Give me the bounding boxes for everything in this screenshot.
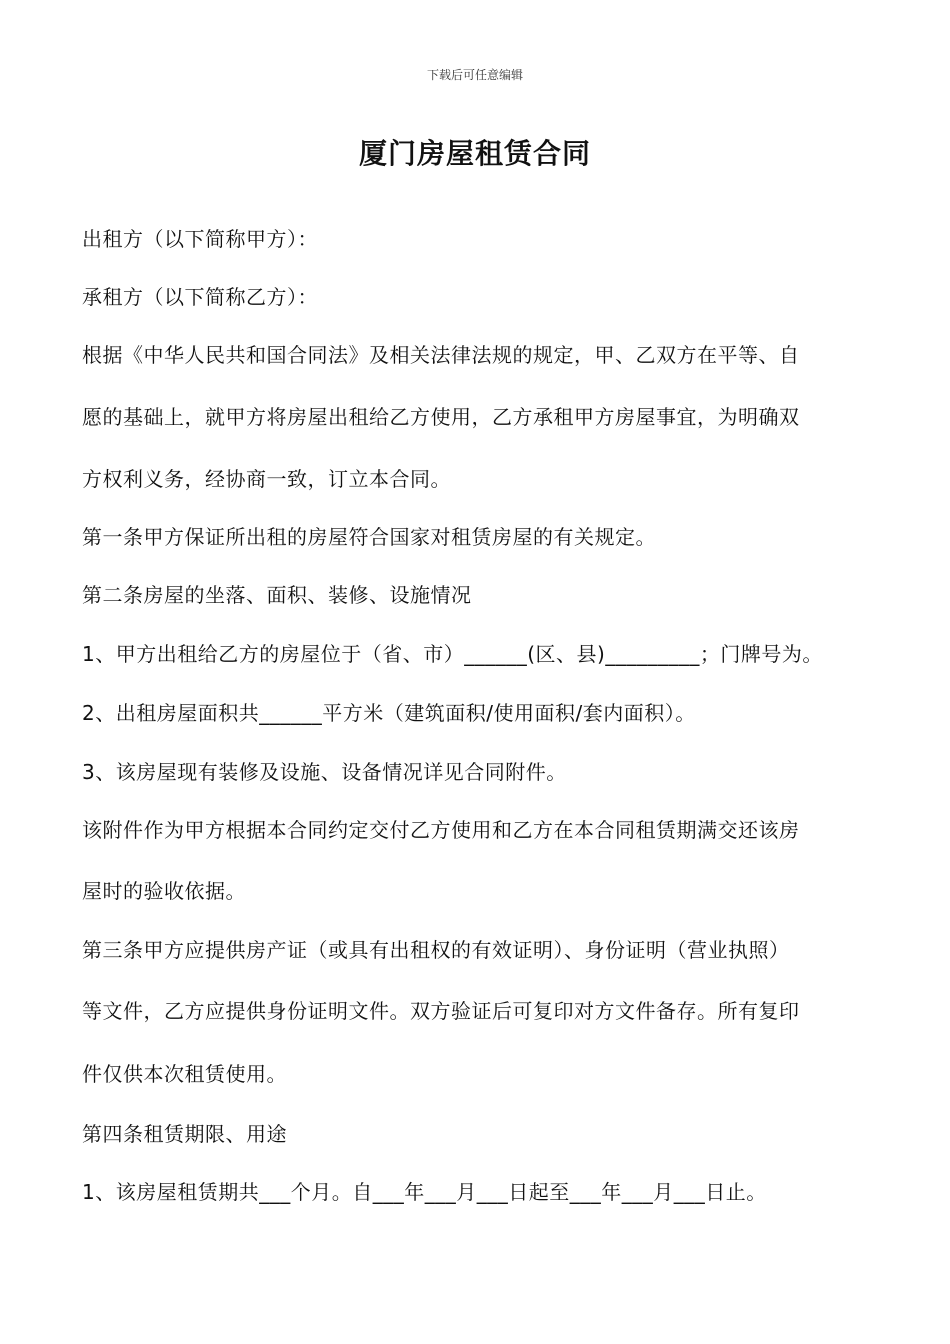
lessee-line: 承租方（以下简称乙方）： xyxy=(82,285,318,309)
article-2-heading: 第二条房屋的坐落、面积、装修、设施情况 xyxy=(82,583,472,607)
header-note: 下载后可任意编辑 xyxy=(426,68,523,82)
article-2-item-2: 2、出租房屋面积共______平方米（建筑面积/使用面积/套内面积）。 xyxy=(82,701,696,725)
article-2-item-1: 1、甲方出租给乙方的房屋位于（省、市）______(区、县)_________；门牌号为。 xyxy=(82,642,823,666)
article-2-item-3: 3、该房屋现有装修及设施、设备情况详见合同附件。 xyxy=(82,760,567,784)
article-4-item-1: 1、该房屋租赁期共___个月。自___年___月___日起至___年___月___日止。 xyxy=(82,1180,767,1204)
preamble-line-3: 方权利义务，经协商一致，订立本合同。 xyxy=(82,467,451,491)
article-3-line-1: 第三条甲方应提供房产证（或具有出租权的有效证明）、身份证明（营业执照） xyxy=(82,938,790,962)
attachment-line-2: 屋时的验收依据。 xyxy=(82,879,246,903)
lessor-line: 出租方（以下简称甲方）： xyxy=(82,227,318,251)
article-3-line-2: 等文件，乙方应提供身份证明文件。双方验证后可复印对方文件备存。所有复印 xyxy=(82,999,800,1023)
attachment-line-1: 该附件作为甲方根据本合同约定交付乙方使用和乙方在本合同租赁期满交还该房 xyxy=(82,818,800,842)
article-1: 第一条甲方保证所出租的房屋符合国家对租赁房屋的有关规定。 xyxy=(82,525,656,549)
article-3-line-3: 件仅供本次租赁使用。 xyxy=(82,1062,287,1086)
preamble-line-2: 愿的基础上，就甲方将房屋出租给乙方使用，乙方承租甲方房屋事宜，为明确双 xyxy=(82,405,800,429)
document-title: 厦门房屋租赁合同 xyxy=(358,137,591,170)
article-4-heading: 第四条租赁期限、用途 xyxy=(82,1122,287,1146)
preamble-line-1: 根据《中华人民共和国合同法》及相关法律法规的规定，甲、乙双方在平等、自 xyxy=(82,343,800,367)
